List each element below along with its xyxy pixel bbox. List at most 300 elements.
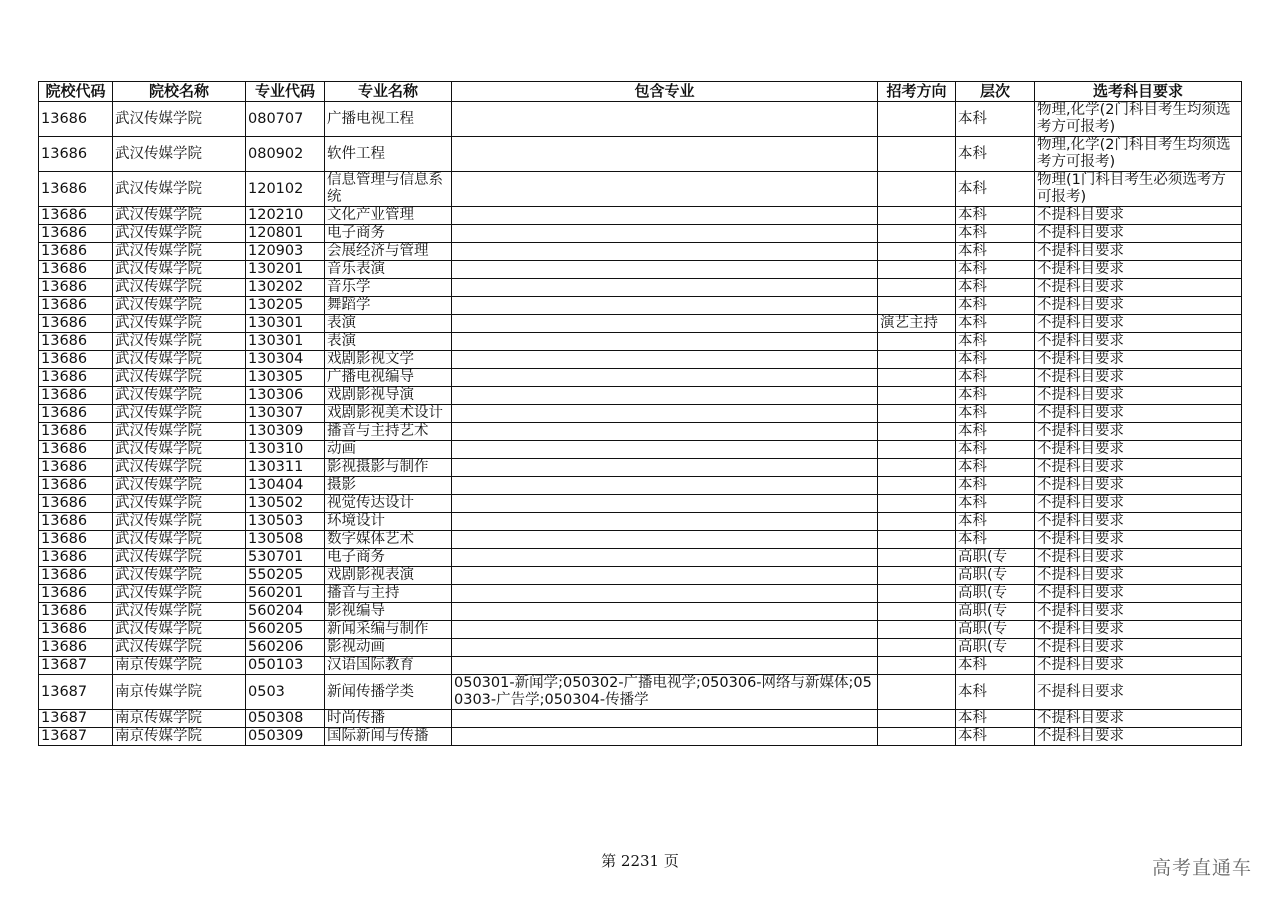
school-name-cell: 南京传媒学院: [113, 710, 246, 728]
direction-cell: [878, 297, 956, 315]
table-row: [39, 477, 1242, 495]
school-code-cell: 13686: [39, 315, 113, 333]
table-row: [39, 441, 1242, 459]
subject-requirements-cell: 不提科目要求: [1035, 531, 1242, 549]
school-code-cell: 13687: [39, 657, 113, 675]
direction-cell: [878, 513, 956, 531]
direction-cell: [878, 639, 956, 657]
included-majors-cell: [452, 441, 878, 459]
school-name-cell: 武汉传媒学院: [113, 369, 246, 387]
table-row: [39, 369, 1242, 387]
school-code-cell: 13686: [39, 621, 113, 639]
major-name-cell: 舞蹈学: [325, 297, 452, 315]
subject-requirements-cell: 不提科目要求: [1035, 333, 1242, 351]
school-name-cell: 武汉传媒学院: [113, 137, 246, 172]
subject-requirements-cell: 物理,化学(2门科目考生均须选考方可报考): [1035, 102, 1242, 137]
school-code-cell: 13687: [39, 675, 113, 710]
table-row: [39, 351, 1242, 369]
level-cell: 本科: [956, 477, 1035, 495]
subject-requirements-cell: 不提科目要求: [1035, 387, 1242, 405]
major-code-cell: 080902: [246, 137, 325, 172]
major-name-cell: 信息管理与信息系统: [325, 172, 452, 207]
table-row: [39, 333, 1242, 351]
table-row: [39, 675, 1242, 710]
table-row: [39, 495, 1242, 513]
subject-requirements-cell: 不提科目要求: [1035, 621, 1242, 639]
major-name-cell: 环境设计: [325, 513, 452, 531]
level-cell: 本科: [956, 441, 1035, 459]
level-cell: 本科: [956, 351, 1035, 369]
school-name-cell: 武汉传媒学院: [113, 495, 246, 513]
level-cell: 本科: [956, 710, 1035, 728]
major-code-cell: 130310: [246, 441, 325, 459]
table-row: [39, 172, 1242, 207]
major-name-cell: 广播电视编导: [325, 369, 452, 387]
included-majors-cell: [452, 495, 878, 513]
table-row: [39, 225, 1242, 243]
school-name-cell: 武汉传媒学院: [113, 549, 246, 567]
table-row: [39, 549, 1242, 567]
level-cell: 高职(专: [956, 639, 1035, 657]
included-majors-cell: [452, 297, 878, 315]
school-name-cell: 武汉传媒学院: [113, 405, 246, 423]
major-name-cell: 表演: [325, 315, 452, 333]
major-name-cell: 音乐表演: [325, 261, 452, 279]
school-code-cell: 13686: [39, 102, 113, 137]
direction-cell: [878, 387, 956, 405]
subject-requirements-cell: 不提科目要求: [1035, 261, 1242, 279]
direction-cell: [878, 102, 956, 137]
major-code-cell: 130306: [246, 387, 325, 405]
included-majors-cell: [452, 102, 878, 137]
included-majors-cell: [452, 387, 878, 405]
school-code-cell: 13686: [39, 495, 113, 513]
included-majors-cell: [452, 423, 878, 441]
level-cell: 本科: [956, 333, 1035, 351]
direction-cell: [878, 495, 956, 513]
major-name-cell: 广播电视工程: [325, 102, 452, 137]
level-cell: 高职(专: [956, 621, 1035, 639]
school-name-cell: 武汉传媒学院: [113, 441, 246, 459]
school-name-cell: 武汉传媒学院: [113, 261, 246, 279]
major-code-cell: 130301: [246, 315, 325, 333]
major-code-cell: 050308: [246, 710, 325, 728]
included-majors-cell: [452, 315, 878, 333]
table-row: [39, 423, 1242, 441]
level-cell: 高职(专: [956, 585, 1035, 603]
table-row: [39, 513, 1242, 531]
direction-cell: [878, 225, 956, 243]
level-cell: 本科: [956, 225, 1035, 243]
school-code-cell: 13686: [39, 567, 113, 585]
major-code-cell: 050309: [246, 728, 325, 746]
header-direction: 招考方向: [878, 82, 956, 102]
school-name-cell: 武汉传媒学院: [113, 387, 246, 405]
direction-cell: [878, 207, 956, 225]
school-name-cell: 南京传媒学院: [113, 657, 246, 675]
included-majors-cell: [452, 225, 878, 243]
direction-cell: [878, 369, 956, 387]
major-name-cell: 新闻传播学类: [325, 675, 452, 710]
major-name-cell: 汉语国际教育: [325, 657, 452, 675]
direction-cell: [878, 243, 956, 261]
table-row: [39, 728, 1242, 746]
major-code-cell: 130508: [246, 531, 325, 549]
major-code-cell: 560206: [246, 639, 325, 657]
major-code-cell: 560205: [246, 621, 325, 639]
subject-requirements-cell: 不提科目要求: [1035, 728, 1242, 746]
major-code-cell: 130201: [246, 261, 325, 279]
school-name-cell: 武汉传媒学院: [113, 315, 246, 333]
level-cell: 本科: [956, 728, 1035, 746]
major-name-cell: 时尚传播: [325, 710, 452, 728]
subject-requirements-cell: 不提科目要求: [1035, 710, 1242, 728]
major-code-cell: 530701: [246, 549, 325, 567]
included-majors-cell: [452, 728, 878, 746]
table-row: [39, 279, 1242, 297]
level-cell: 高职(专: [956, 603, 1035, 621]
major-code-cell: 130301: [246, 333, 325, 351]
table-row: [39, 621, 1242, 639]
included-majors-cell: [452, 710, 878, 728]
school-code-cell: 13686: [39, 405, 113, 423]
included-majors-cell: [452, 333, 878, 351]
school-code-cell: 13686: [39, 243, 113, 261]
school-code-cell: 13686: [39, 441, 113, 459]
school-name-cell: 武汉传媒学院: [113, 102, 246, 137]
major-name-cell: 新闻采编与制作: [325, 621, 452, 639]
table-row: [39, 459, 1242, 477]
included-majors-cell: [452, 513, 878, 531]
school-name-cell: 武汉传媒学院: [113, 639, 246, 657]
school-name-cell: 武汉传媒学院: [113, 207, 246, 225]
level-cell: 本科: [956, 675, 1035, 710]
school-name-cell: 武汉传媒学院: [113, 585, 246, 603]
included-majors-cell: [452, 621, 878, 639]
direction-cell: [878, 621, 956, 639]
major-name-cell: 会展经济与管理: [325, 243, 452, 261]
major-name-cell: 动画: [325, 441, 452, 459]
subject-requirements-cell: 不提科目要求: [1035, 477, 1242, 495]
major-name-cell: 影视动画: [325, 639, 452, 657]
school-code-cell: 13686: [39, 603, 113, 621]
major-name-cell: 播音与主持艺术: [325, 423, 452, 441]
school-name-cell: 南京传媒学院: [113, 728, 246, 746]
direction-cell: [878, 172, 956, 207]
subject-requirements-cell: 不提科目要求: [1035, 243, 1242, 261]
table-row: [39, 137, 1242, 172]
school-code-cell: 13686: [39, 333, 113, 351]
school-name-cell: 武汉传媒学院: [113, 279, 246, 297]
major-name-cell: 播音与主持: [325, 585, 452, 603]
included-majors-cell: [452, 459, 878, 477]
included-majors-cell: [452, 243, 878, 261]
header-major-code: 专业代码: [246, 82, 325, 102]
subject-requirements-cell: 不提科目要求: [1035, 657, 1242, 675]
direction-cell: [878, 351, 956, 369]
level-cell: 本科: [956, 459, 1035, 477]
school-name-cell: 武汉传媒学院: [113, 531, 246, 549]
direction-cell: [878, 675, 956, 710]
included-majors-cell: [452, 172, 878, 207]
school-code-cell: 13686: [39, 585, 113, 603]
school-code-cell: 13686: [39, 172, 113, 207]
header-school-name: 院校名称: [113, 82, 246, 102]
school-name-cell: 武汉传媒学院: [113, 297, 246, 315]
header-major-name: 专业名称: [325, 82, 452, 102]
included-majors-cell: [452, 261, 878, 279]
school-name-cell: 武汉传媒学院: [113, 423, 246, 441]
level-cell: 本科: [956, 243, 1035, 261]
table-row: [39, 261, 1242, 279]
level-cell: 高职(专: [956, 567, 1035, 585]
major-code-cell: 130305: [246, 369, 325, 387]
school-name-cell: 武汉传媒学院: [113, 621, 246, 639]
direction-cell: [878, 261, 956, 279]
school-name-cell: 武汉传媒学院: [113, 513, 246, 531]
direction-cell: [878, 279, 956, 297]
major-code-cell: 130503: [246, 513, 325, 531]
admission-table: [38, 81, 1242, 746]
major-name-cell: 戏剧影视美术设计: [325, 405, 452, 423]
subject-requirements-cell: 不提科目要求: [1035, 207, 1242, 225]
major-code-cell: 130502: [246, 495, 325, 513]
table-row: [39, 567, 1242, 585]
level-cell: 本科: [956, 315, 1035, 333]
included-majors-cell: [452, 351, 878, 369]
school-name-cell: 南京传媒学院: [113, 675, 246, 710]
major-name-cell: 表演: [325, 333, 452, 351]
direction-cell: [878, 333, 956, 351]
major-code-cell: 130205: [246, 297, 325, 315]
major-name-cell: 数字媒体艺术: [325, 531, 452, 549]
school-code-cell: 13686: [39, 351, 113, 369]
direction-cell: [878, 405, 956, 423]
table-row: [39, 297, 1242, 315]
level-cell: 本科: [956, 423, 1035, 441]
subject-requirements-cell: 不提科目要求: [1035, 225, 1242, 243]
school-code-cell: 13686: [39, 459, 113, 477]
major-code-cell: 550205: [246, 567, 325, 585]
table-row: [39, 710, 1242, 728]
direction-cell: [878, 423, 956, 441]
school-name-cell: 武汉传媒学院: [113, 243, 246, 261]
header-school-code: 院校代码: [39, 82, 113, 102]
direction-cell: [878, 567, 956, 585]
major-code-cell: 130307: [246, 405, 325, 423]
level-cell: 本科: [956, 297, 1035, 315]
direction-cell: [878, 441, 956, 459]
subject-requirements-cell: 不提科目要求: [1035, 603, 1242, 621]
subject-requirements-cell: 不提科目要求: [1035, 297, 1242, 315]
table-row: [39, 102, 1242, 137]
subject-requirements-cell: 不提科目要求: [1035, 351, 1242, 369]
header-included-majors: 包含专业: [452, 82, 878, 102]
table-row: [39, 585, 1242, 603]
level-cell: 本科: [956, 102, 1035, 137]
included-majors-cell: [452, 549, 878, 567]
major-name-cell: 电子商务: [325, 225, 452, 243]
level-cell: 本科: [956, 657, 1035, 675]
school-name-cell: 武汉传媒学院: [113, 603, 246, 621]
major-code-cell: 560204: [246, 603, 325, 621]
table-row: [39, 531, 1242, 549]
school-name-cell: 武汉传媒学院: [113, 333, 246, 351]
subject-requirements-cell: 不提科目要求: [1035, 675, 1242, 710]
school-code-cell: 13686: [39, 261, 113, 279]
included-majors-cell: [452, 657, 878, 675]
subject-requirements-cell: 不提科目要求: [1035, 639, 1242, 657]
major-code-cell: 120210: [246, 207, 325, 225]
included-majors-cell: [452, 477, 878, 495]
school-code-cell: 13686: [39, 531, 113, 549]
major-code-cell: 130311: [246, 459, 325, 477]
level-cell: 高职(专: [956, 549, 1035, 567]
level-cell: 本科: [956, 261, 1035, 279]
level-cell: 本科: [956, 369, 1035, 387]
school-code-cell: 13686: [39, 513, 113, 531]
school-code-cell: 13687: [39, 728, 113, 746]
major-name-cell: 文化产业管理: [325, 207, 452, 225]
major-name-cell: 戏剧影视表演: [325, 567, 452, 585]
subject-requirements-cell: 不提科目要求: [1035, 315, 1242, 333]
subject-requirements-cell: 不提科目要求: [1035, 279, 1242, 297]
level-cell: 本科: [956, 531, 1035, 549]
level-cell: 本科: [956, 207, 1035, 225]
level-cell: 本科: [956, 279, 1035, 297]
subject-requirements-cell: 不提科目要求: [1035, 459, 1242, 477]
included-majors-cell: [452, 603, 878, 621]
subject-requirements-cell: 不提科目要求: [1035, 585, 1242, 603]
direction-cell: [878, 477, 956, 495]
table-row: [39, 657, 1242, 675]
major-name-cell: 软件工程: [325, 137, 452, 172]
school-code-cell: 13686: [39, 297, 113, 315]
included-majors-cell: [452, 207, 878, 225]
table-row: [39, 315, 1242, 333]
table-row: [39, 243, 1242, 261]
major-code-cell: 130304: [246, 351, 325, 369]
included-majors-cell: [452, 531, 878, 549]
header-subject-requirements: 选考科目要求: [1035, 82, 1242, 102]
major-code-cell: 080707: [246, 102, 325, 137]
level-cell: 本科: [956, 137, 1035, 172]
major-name-cell: 影视摄影与制作: [325, 459, 452, 477]
major-code-cell: 120903: [246, 243, 325, 261]
school-code-cell: 13686: [39, 225, 113, 243]
major-code-cell: 130309: [246, 423, 325, 441]
school-name-cell: 武汉传媒学院: [113, 172, 246, 207]
school-code-cell: 13686: [39, 549, 113, 567]
table-row: [39, 603, 1242, 621]
subject-requirements-cell: 不提科目要求: [1035, 567, 1242, 585]
major-name-cell: 国际新闻与传播: [325, 728, 452, 746]
subject-requirements-cell: 不提科目要求: [1035, 441, 1242, 459]
table-body: [39, 102, 1242, 746]
included-majors-cell: [452, 279, 878, 297]
subject-requirements-cell: 不提科目要求: [1035, 495, 1242, 513]
school-code-cell: 13686: [39, 423, 113, 441]
major-code-cell: 560201: [246, 585, 325, 603]
school-code-cell: 13686: [39, 477, 113, 495]
table-header-row: [39, 82, 1242, 102]
direction-cell: [878, 657, 956, 675]
included-majors-cell: [452, 639, 878, 657]
direction-cell: 演艺主持: [878, 315, 956, 333]
level-cell: 本科: [956, 405, 1035, 423]
subject-requirements-cell: 不提科目要求: [1035, 549, 1242, 567]
school-code-cell: 13686: [39, 279, 113, 297]
table-row: [39, 207, 1242, 225]
direction-cell: [878, 137, 956, 172]
page-number: 第 2231 页: [601, 852, 679, 870]
subject-requirements-cell: 不提科目要求: [1035, 405, 1242, 423]
major-name-cell: 戏剧影视文学: [325, 351, 452, 369]
major-name-cell: 摄影: [325, 477, 452, 495]
school-name-cell: 武汉传媒学院: [113, 225, 246, 243]
school-name-cell: 武汉传媒学院: [113, 459, 246, 477]
major-name-cell: 戏剧影视导演: [325, 387, 452, 405]
direction-cell: [878, 459, 956, 477]
table-row: [39, 387, 1242, 405]
major-name-cell: 视觉传达设计: [325, 495, 452, 513]
school-code-cell: 13686: [39, 207, 113, 225]
major-code-cell: 120102: [246, 172, 325, 207]
major-code-cell: 120801: [246, 225, 325, 243]
included-majors-cell: [452, 585, 878, 603]
subject-requirements-cell: 物理(1门科目考生必须选考方可报考): [1035, 172, 1242, 207]
subject-requirements-cell: 物理,化学(2门科目考生均须选考方可报考): [1035, 137, 1242, 172]
school-code-cell: 13686: [39, 639, 113, 657]
school-code-cell: 13686: [39, 387, 113, 405]
major-code-cell: 130404: [246, 477, 325, 495]
subject-requirements-cell: 不提科目要求: [1035, 513, 1242, 531]
school-code-cell: 13686: [39, 137, 113, 172]
subject-requirements-cell: 不提科目要求: [1035, 369, 1242, 387]
level-cell: 本科: [956, 495, 1035, 513]
major-name-cell: 音乐学: [325, 279, 452, 297]
major-code-cell: 050103: [246, 657, 325, 675]
major-code-cell: 130202: [246, 279, 325, 297]
included-majors-cell: 050301-新闻学;050302-广播电视学;050306-网络与新媒体;050303-广告学;050304-传播学: [452, 675, 878, 710]
major-code-cell: 0503: [246, 675, 325, 710]
included-majors-cell: [452, 137, 878, 172]
included-majors-cell: [452, 567, 878, 585]
school-name-cell: 武汉传媒学院: [113, 351, 246, 369]
direction-cell: [878, 603, 956, 621]
included-majors-cell: [452, 405, 878, 423]
school-name-cell: 武汉传媒学院: [113, 567, 246, 585]
direction-cell: [878, 585, 956, 603]
level-cell: 本科: [956, 513, 1035, 531]
table-row: [39, 639, 1242, 657]
major-name-cell: 影视编导: [325, 603, 452, 621]
direction-cell: [878, 531, 956, 549]
school-name-cell: 武汉传媒学院: [113, 477, 246, 495]
subject-requirements-cell: 不提科目要求: [1035, 423, 1242, 441]
level-cell: 本科: [956, 387, 1035, 405]
major-name-cell: 电子商务: [325, 549, 452, 567]
school-code-cell: 13686: [39, 369, 113, 387]
watermark-text: 高考直通车: [1151, 857, 1252, 879]
level-cell: 本科: [956, 172, 1035, 207]
direction-cell: [878, 710, 956, 728]
table-row: [39, 405, 1242, 423]
school-code-cell: 13687: [39, 710, 113, 728]
header-level: 层次: [956, 82, 1035, 102]
direction-cell: [878, 549, 956, 567]
direction-cell: [878, 728, 956, 746]
